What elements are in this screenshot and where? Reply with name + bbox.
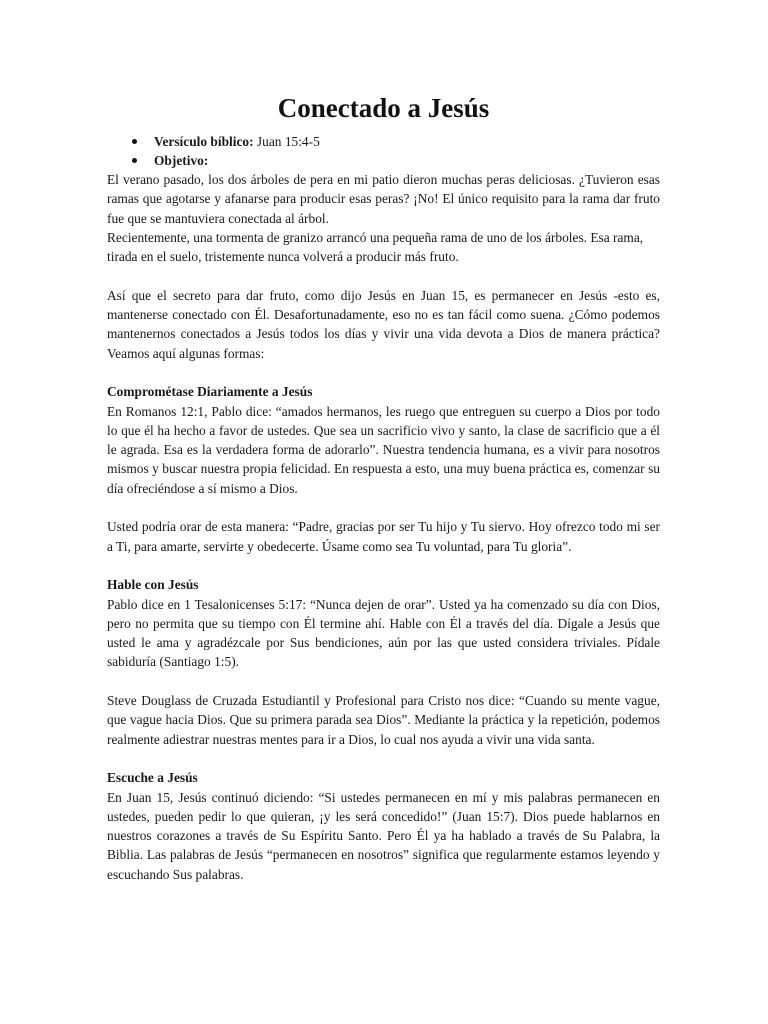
section-heading-comprometase: Comprométase Diariamente a Jesús <box>107 384 313 400</box>
meta-item-objetivo <box>107 151 660 170</box>
meta-item-versiculo <box>107 132 660 151</box>
section-paragraph: En Juan 15, Jesús continuó diciendo: “Si ustedes permanecen en mí y mis palabras permanecen en ustedes, pueden pedir lo que quieran, ¡y les será concedido!” (Juan 15:7). Dios puede hablarnos en nuestros corazones a través de Su Espíritu Santo. Pero Él ya ha hablado a través de Su Palabra, la Biblia. Las palabras de Jesús “permanecen en nosotros” significa que regularmente estamos leyendo y escuchando Sus palabras. <box>107 789 660 882</box>
section-paragraph: Usted podría orar de esta manera: “Padre, gracias por ser Tu hijo y Tu siervo. Hoy ofrezco todo mi ser a Ti, para amarte, servirte y obedecerte. Úsame como sea Tu voluntad, para Tu gloria”. <box>107 519 660 554</box>
meta-label: Versículo bíblico: <box>154 134 254 149</box>
intro-paragraph-1: El verano pasado, los dos árboles de pera en mi patio dieron muchas peras deliciosas. ¿Tuvieron esas ramas que agotarse y afanarse para producir esas peras? ¡No! El único requisito para la rama dar fruto fue que se mantuviera conectada al árbol. <box>107 172 660 226</box>
document-title: Conectado a Jesús <box>277 93 490 123</box>
intro-paragraph-2: Recientemente, una tormenta de granizo arrancó una pequeña rama de uno de los árboles. Esa rama, tirada en el suelo, tristemente nunca volverá a producir más fruto. <box>107 229 644 265</box>
section-heading-escuche: Escuche a Jesús <box>107 770 198 786</box>
document-page <box>107 90 660 884</box>
section-heading-hable: Hable con Jesús <box>107 577 199 593</box>
section-paragraph: Pablo dice en 1 Tesalonicenses 5:17: “Nunca dejen de orar”. Usted ya ha comenzado su día con Dios, pero no permita que su tiempo con Él termine ahí. Hable con Él a través del día. Dígale a Jesús que usted le ama y agradézcale por Sus bendiciones, aún por las que usted considera triviales. Pídale sabiduría (Santiago 1:5). <box>107 596 660 670</box>
meta-label: Objetivo: <box>154 153 209 168</box>
section-paragraph: En Romanos 12:1, Pablo dice: “amados hermanos, les ruego que entreguen su cuerpo a Dios por todo lo que él ha hecho a favor de ustedes. Que sea un sacrificio vivo y santo, la clase de sacrificio que a él le agrada. Esa es la verdadera forma de adorarlo”. Nuestra tendencia humana, es a vivir para nosotros mismos y buscar nuestra propia felicidad. En respuesta a esto, una muy buena práctica es, comenzar su día ofreciéndose a sí mismo a Dios. <box>107 403 660 496</box>
meta-list <box>107 132 660 170</box>
bullet-icon <box>132 158 137 163</box>
intro-paragraph-3: Así que el secreto para dar fruto, como dijo Jesús en Juan 15, es permanecer en Jesús -esto es, mantenerse conectado con Él. Desafortunadamente, eso no es tan fácil como suena. ¿Cómo podemos mantenernos conectados a Jesús todos los días y vivir una vida devota a Dios de manera práctica? Veamos aquí algunas formas: <box>107 287 660 361</box>
meta-value: Juan 15:4-5 <box>253 134 320 149</box>
bullet-icon <box>132 139 137 144</box>
section-paragraph: Steve Douglass de Cruzada Estudiantil y Profesional para Cristo nos dice: “Cuando su mente vague, que vague hacia Dios. Que su primera parada sea Dios”. Mediante la práctica y la repetición, podemos realmente adiestrar nuestras mentes para ir a Dios, lo cual nos ayuda a vivir una vida santa. <box>107 693 660 747</box>
